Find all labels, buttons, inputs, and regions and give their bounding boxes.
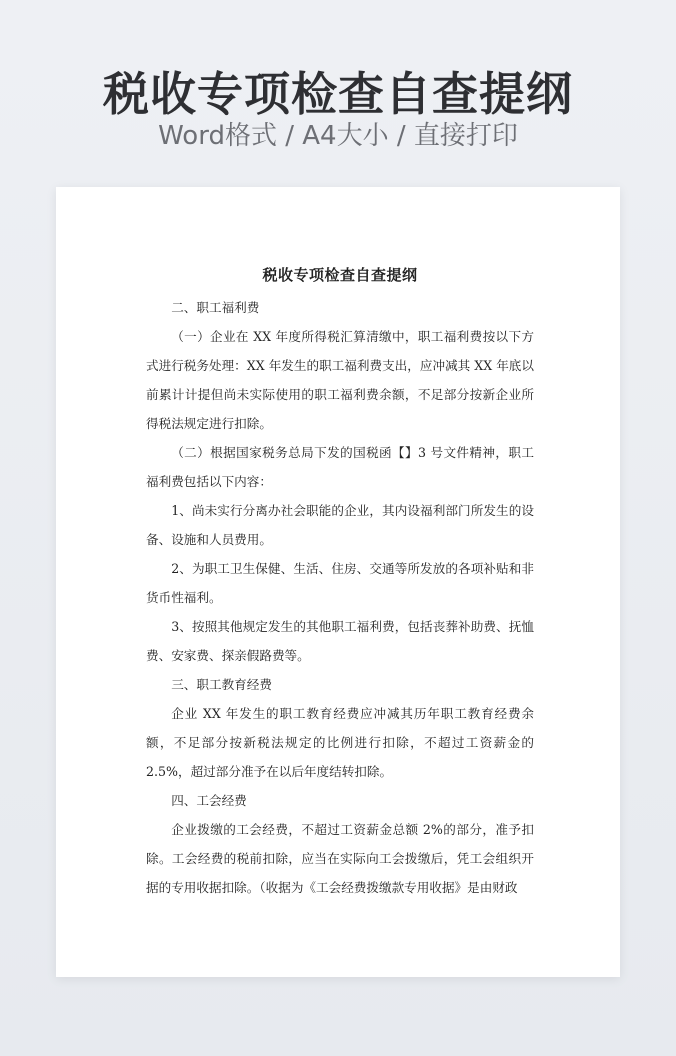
paragraph-welfare-1: （一）企业在 XX 年度所得税汇算清缴中，职工福利费按以下方式进行税务处理：XX 年发生的职工福利费支出，应冲减其 XX 年底以前累计计提但尚未实际使用的职工福利费余额，不足部分按新企业所得税法规定进行扣除。	[146, 329, 534, 431]
section-heading-union: 四、工会经费	[171, 793, 247, 808]
banner-title: 税收专项检查自查提纲	[103, 67, 573, 121]
section-heading-education: 三、职工教育经费	[171, 677, 272, 692]
section-heading-welfare: 二、职工福利费	[171, 300, 260, 315]
document-title: 税收专项检查自查提纲	[262, 266, 418, 284]
paragraph-welfare-2: （二）根据国家税务总局下发的国税函【】3 号文件精神，职工福利费包括以下内容：	[146, 445, 534, 489]
list-item-welfare-3: 3、按照其他规定发生的其他职工福利费，包括丧葬补助费、抚恤费、安家费、探亲假路费等。	[146, 619, 534, 663]
paragraph-union: 企业拨缴的工会经费，不超过工资薪金总额 2%的部分，准予扣除。工会经费的税前扣除，应当在实际向工会拨缴后，凭工会组织开据的专用收据扣除。（收据为《工会经费拨缴款专用收据》是由财政	[146, 822, 534, 895]
list-item-welfare-2: 2、为职工卫生保健、生活、住房、交通等所发放的各项补贴和非货币性福利。	[146, 561, 534, 605]
document-page	[56, 187, 620, 977]
paragraph-education: 企业 XX 年发生的职工教育经费应冲减其历年职工教育经费余额，不足部分按新税法规定的比例进行扣除，不超过工资薪金的 2.5%，超过部分准予在以后年度结转扣除。	[146, 706, 534, 779]
document-body	[146, 263, 534, 902]
list-item-welfare-1: 1、尚未实行分离办社会职能的企业，其内设福利部门所发生的设备、设施和人员费用。	[146, 503, 534, 547]
banner-subtitle: Word格式 / A4大小 / 直接打印	[158, 121, 518, 151]
